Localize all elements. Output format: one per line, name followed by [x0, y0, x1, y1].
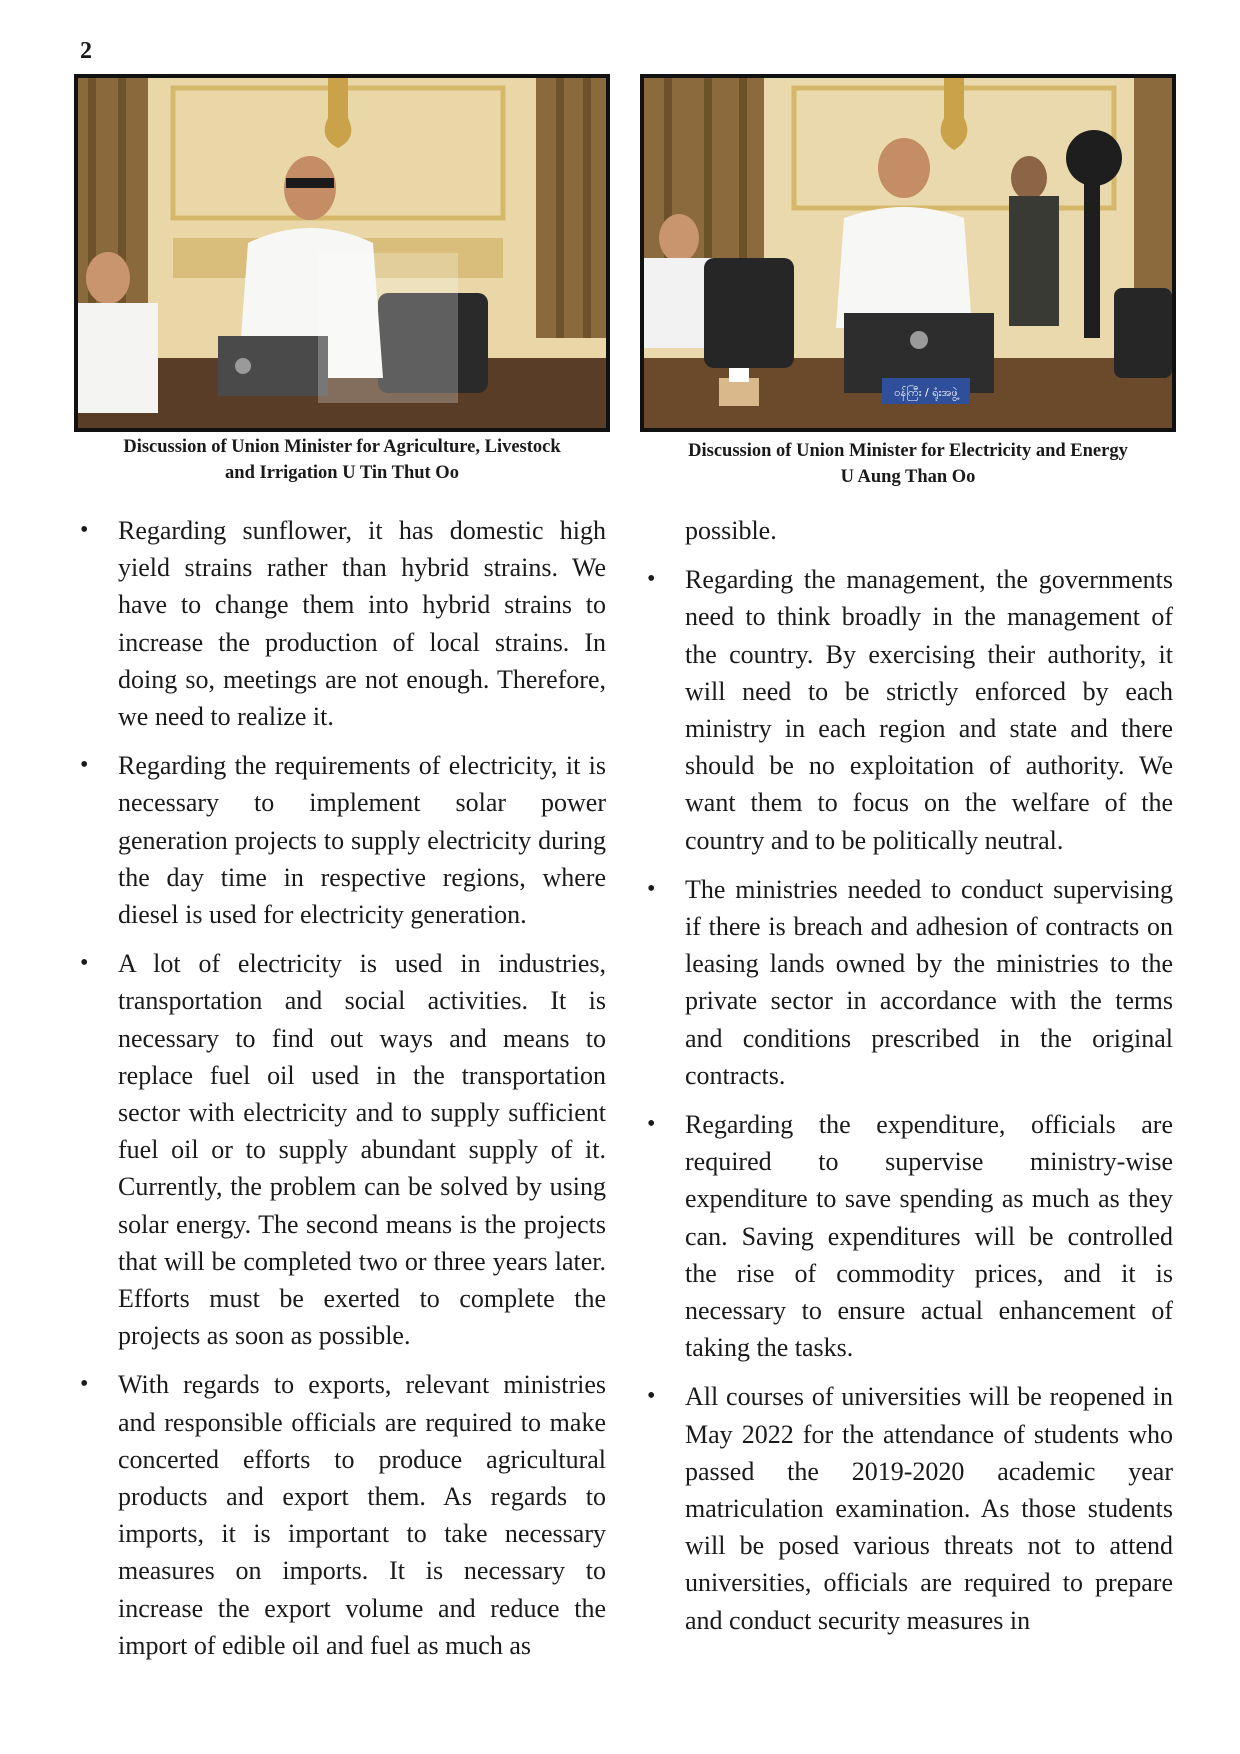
- bullet-icon: •: [80, 950, 89, 977]
- photo-agriculture-minister: [74, 74, 610, 432]
- caption-line: U Aung Than Oo: [840, 467, 976, 487]
- list-item-text: A lot of electricity is used in industries, transportation and social activities. It is necessary to find out ways and means to replace fuel oil used in the transportation sector with electricity and to supply sufficient fuel oil or to supply abundant supply of it. Currently, the problem can be solved by using solar energy. The second means is the projects that will be completed two or three years later. Efforts must be exerted to complete the projects as soon as possible.: [118, 949, 606, 1351]
- photo-electricity-minister: [640, 74, 1176, 432]
- right-column: [645, 512, 1173, 1651]
- page-number: 2: [80, 38, 92, 64]
- left-column: [78, 512, 606, 1676]
- nameplate: ဝန်ကြီး / ရုံးအဖွဲ့: [894, 386, 958, 399]
- caption-line: Discussion of Union Minister for Agriculture, Livestock: [123, 437, 561, 457]
- caption-line: Discussion of Union Minister for Electricity and Energy: [688, 441, 1128, 461]
- bullet-icon: •: [80, 517, 89, 543]
- bullet-icon: •: [647, 566, 656, 593]
- list-item: [78, 747, 606, 933]
- list-item-text: Regarding the requirements of electricity, it is necessary to implement solar power generation projects to supply electricity during the day time in respective regions, where diesel is used for electricity generation.: [118, 751, 606, 930]
- bullet-icon: •: [647, 875, 656, 902]
- list-item: [78, 945, 606, 1354]
- bullet-list: [645, 561, 1173, 1639]
- bullet-list: [78, 512, 606, 1664]
- bullet-icon: •: [80, 752, 89, 779]
- list-item-text: Regarding sunflower, it has domestic high yield strains rather than hybrid strains. We have to change them into hybrid strains to increase the production of local strains. In doing so, meetings are not enough. Therefore, we need to realize it.: [118, 516, 606, 732]
- list-item-text: Regarding the expenditure, officials are required to supervise ministry-wise expenditure to save spending as much as they can. Saving expenditures will be controlled the rise of commodity prices, and it is necessary to ensure actual enhancement of taking the tasks.: [685, 1110, 1173, 1363]
- caption-agriculture-minister: [74, 434, 610, 486]
- bullet-icon: •: [80, 1371, 89, 1398]
- list-item: [645, 871, 1173, 1094]
- list-item: [645, 1106, 1173, 1366]
- caption-electricity-minister: [640, 438, 1176, 490]
- list-item: [78, 512, 606, 735]
- list-item-text: With regards to exports, relevant ministries and responsible officials are required to make concerted efforts to produce agricultural products and export them. As regards to imports, it is important to take necessary measures on imports. It is necessary to increase the export volume and reduce the import of edible oil and fuel as much as: [118, 1370, 606, 1660]
- list-item: [645, 1378, 1173, 1638]
- bullet-icon: •: [647, 1111, 656, 1138]
- list-item-text: Regarding the management, the governments need to think broadly in the management of the country. By exercising their authority, it will need to be strictly enforced by each ministry in each region and state and there should be no exploitation of authority. We want them to focus on the welfare of the country and to be politically neutral.: [685, 565, 1173, 855]
- caption-line: and Irrigation U Tin Thut Oo: [225, 463, 459, 483]
- list-item: [645, 561, 1173, 859]
- list-item-text: The ministries needed to conduct supervising if there is breach and adhesion of contracts on leasing lands owned by the ministries to the private sector in accordance with the terms and conditions prescribed in the original contracts.: [685, 874, 1173, 1090]
- list-item: [78, 1366, 606, 1664]
- list-item-text: All courses of universities will be reopened in May 2022 for the attendance of students who passed the 2019-2020 academic year matriculation examination. As those students will be posed various threats not to attend universities, officials are required to prepare and conduct security measures in: [685, 1382, 1173, 1635]
- photo-agriculture-minister-image: [78, 78, 606, 428]
- bullet-icon: •: [647, 1383, 656, 1410]
- continuation-text: possible.: [685, 516, 777, 545]
- photo-electricity-minister-image: [644, 78, 1172, 428]
